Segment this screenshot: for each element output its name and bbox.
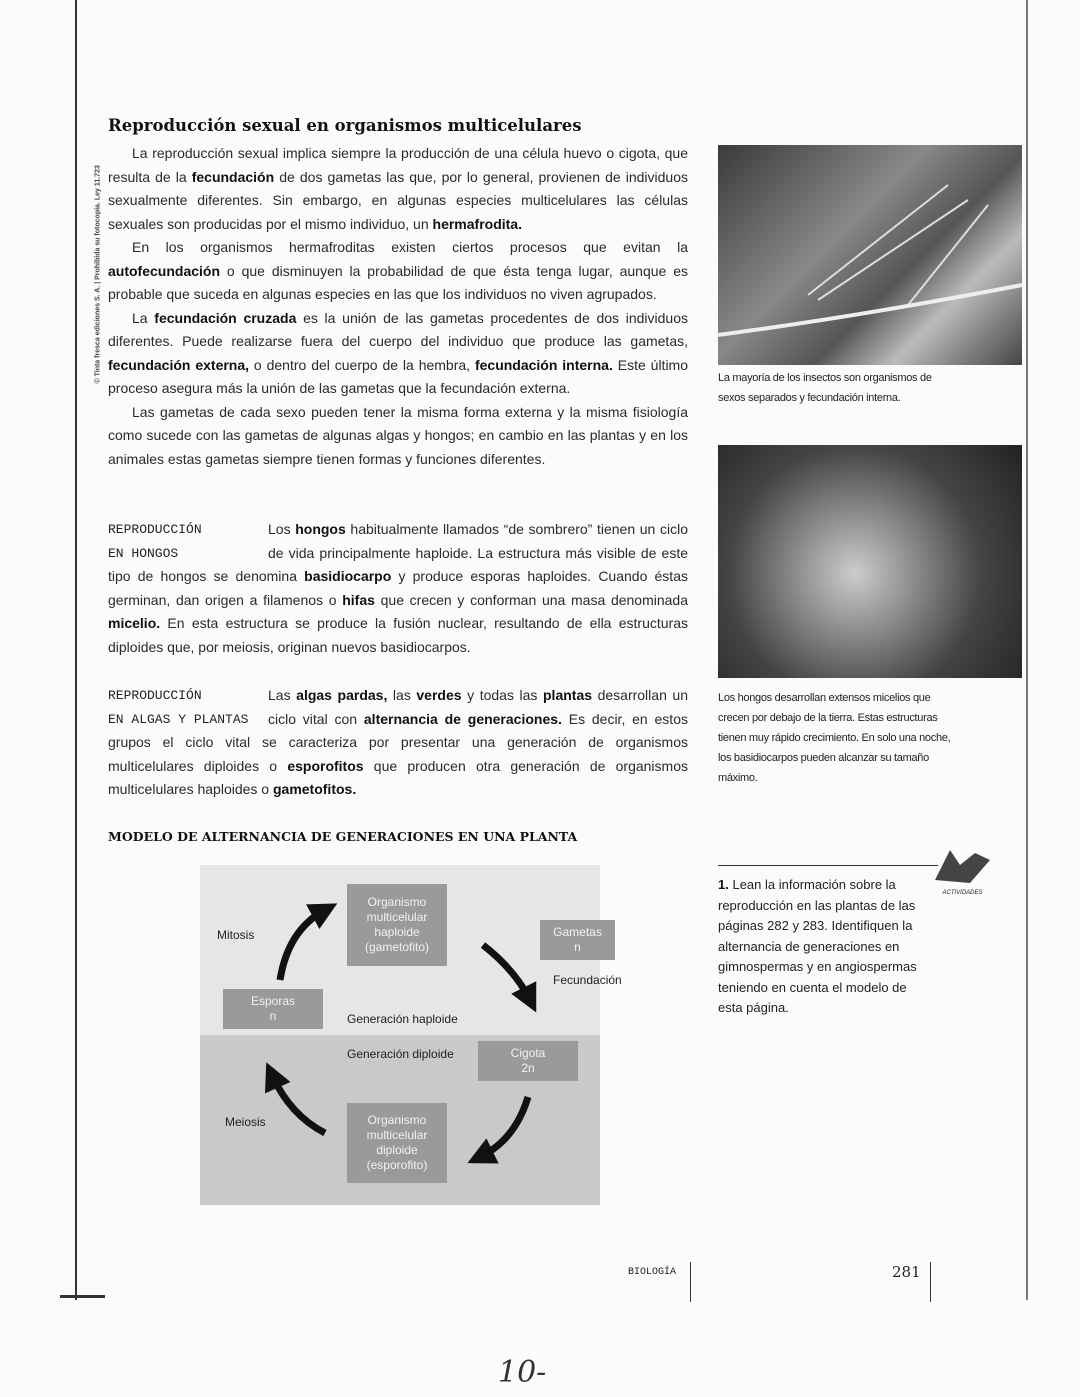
bold-term: basidiocarpo	[304, 568, 392, 584]
text-run: que crecen y conforman una masa denominada	[374, 591, 689, 608]
scan-edge-line-right	[1026, 0, 1028, 1300]
text-run: desarrollan un ciclo vital con	[268, 687, 688, 727]
text-run: o que disminuyen la probabilidad de que ésta tenga lugar, aunque es probable que suceda en algunas especies en las que los individuos no viven agrupados.	[108, 262, 688, 302]
text-run: las	[387, 687, 417, 703]
arrow-fecundacion	[483, 945, 530, 1000]
side-label-line: REPRODUCCIÓN	[108, 688, 202, 703]
hongos-side-label	[108, 518, 268, 565]
page-number: 281	[892, 1263, 921, 1281]
copyright-margin-note: © Tinta fresca ediciones S. A. | Prohibida su fotocopia. Ley 11.723	[94, 165, 102, 384]
side-label-line: EN ALGAS Y PLANTAS	[108, 711, 249, 727]
bold-term: gametofitos.	[272, 781, 357, 797]
activities-badge-icon	[930, 845, 995, 895]
bold-term: algas pardas,	[296, 687, 388, 703]
paragraph	[108, 236, 688, 307]
insects-photo	[718, 145, 1022, 365]
paragraph	[108, 401, 688, 472]
text-run: es la unión de las gametas procedentes de dos individuos diferentes. Puede realizarse fuera del cuerpo del individuo que produce las gametas,	[108, 309, 688, 349]
bold-term: verdes	[416, 687, 462, 703]
alternation-diagram	[200, 865, 622, 1205]
gen-diploide-label: Generación diploide	[347, 1047, 454, 1061]
text-run: habitualmente llamados “de sombrero” tienen un ciclo de vida principalmente haploide. La estructura más visible de este tipo de hongos se denomina	[108, 521, 688, 584]
paragraph	[108, 142, 688, 236]
text-run: La	[132, 309, 155, 326]
bold-term: fecundación interna.	[474, 356, 613, 373]
text-run: La reproducción sexual implica siempre la producción de una célula huevo o cigota, que resulta de la	[108, 145, 688, 185]
algas-section	[108, 684, 688, 802]
text-run: de dos gametas las que, por lo general, provienen de individuos sexualmente diferentes. Sin embargo, en algunas especies multicelulares las células sexuales son producidas por el mismo individuo, un	[108, 168, 688, 232]
text-run: o dentro del cuerpo de la hembra,	[249, 356, 475, 373]
diagram-title: MODELO DE ALTERNANCIA DE GENERACIONES EN UNA PLANTA	[108, 829, 578, 844]
text-run: Las	[268, 687, 297, 703]
footer-subject: BIOLOGÍA	[628, 1267, 677, 1278]
text-run: Este último proceso asegura más la unión de las gametas que la fecundación externa.	[108, 356, 689, 396]
text-run: En los organismos hermafroditas existen ciertos procesos que evitan la	[132, 239, 688, 255]
arrow-mitosis	[280, 910, 325, 980]
text-run: y todas las	[461, 687, 543, 703]
cigota-box: Cigota 2n	[478, 1041, 578, 1081]
scan-edge-line	[75, 0, 77, 1300]
damselfly-illustration	[718, 145, 1022, 365]
cycle-arrows	[200, 865, 600, 1205]
gen-haploide-label: Generación haploide	[347, 1012, 458, 1026]
insects-caption: La mayoría de los insectos son organismos de sexos separados y fecundación interna.	[718, 372, 932, 404]
text-run: Los	[268, 521, 296, 537]
bold-term: hifas	[342, 591, 375, 608]
esporofito-box: Organismo multicelular diploide (esporofito)	[347, 1103, 447, 1183]
footer-divider	[690, 1262, 691, 1302]
bold-term: autofecundación	[108, 262, 221, 279]
gametofito-box: Organismo multicelular haploide (gametofito)	[347, 884, 447, 966]
activity-divider	[718, 865, 938, 866]
section-heading: Reproducción sexual en organismos multicelulares	[108, 116, 582, 135]
activity-text: Lean la información sobre la reproducción en las plantas de las páginas 282 y 283. Identifiquen la alternancia de generaciones en gimnospermas y en angiospermas teniendo en cuenta el modelo de esta página.	[718, 877, 917, 1015]
activity-1	[718, 875, 933, 1019]
side-label-line: EN HONGOS	[108, 545, 179, 561]
paragraph	[108, 307, 688, 401]
text-run: En esta estructura se produce la fusión nuclear, resultando de ella estructuras diploides que, por meiosis, originan nuevos basidiocarpos.	[108, 615, 688, 655]
meiosis-label: Meiosis	[225, 1115, 266, 1129]
hongos-section	[108, 518, 688, 659]
bold-term: fecundación	[191, 168, 275, 185]
mitosis-label: Mitosis	[217, 928, 255, 942]
scan-corner-mark	[60, 1295, 105, 1298]
esporas-box: Esporas n	[223, 989, 323, 1029]
handwritten-note: 10-	[498, 1355, 547, 1390]
activity-number: 1.	[718, 877, 729, 892]
footer-divider	[930, 1262, 931, 1302]
text-run: Es decir, en estos grupos el ciclo vital se caracteriza por presentar una generación de organismos multicelulares diploides o	[108, 710, 688, 774]
intro-text	[108, 142, 688, 471]
text-run: y produce esporas haploides. Cuando éstas germinan, dan origen a filamenos o	[108, 568, 688, 608]
text-run: Las gametas de cada sexo pueden tener la misma forma externa y la misma fisiología como sucede con las gametas de algunas algas y hongos; en cambio en las plantas y en los animales estas gametas siempre tienen formas y funciones diferentes.	[108, 403, 688, 467]
bold-term: plantas	[543, 687, 593, 703]
bold-term: micelio.	[108, 615, 161, 631]
bold-term: fecundación externa,	[108, 356, 250, 373]
mushrooms-caption: Los hongos desarrollan extensos micelios que crecen por debajo de la tierra. Estas estructuras tienen muy rápido crecimiento. En solo una noche, los basidiocarpos pueden alcanzar su tamaño máximo.	[718, 692, 951, 784]
gametas-box: Gametas n	[540, 920, 615, 960]
bold-term: esporofitos	[287, 757, 364, 774]
mushrooms-photo	[718, 445, 1022, 678]
text-run: que producen otra generación de organismos multicelulares haploides o	[108, 757, 688, 797]
arrow-meiosis	[272, 1075, 325, 1133]
bold-term: hongos	[295, 521, 346, 537]
badge-label: ACTIVIDADES	[942, 890, 983, 896]
bold-term: alternancia de generaciones.	[363, 710, 562, 727]
fecundacion-label: Fecundación	[553, 973, 622, 987]
bold-term: fecundación cruzada	[154, 309, 297, 326]
arrow-to-esporofito	[480, 1097, 528, 1157]
bold-term: hermafrodita.	[432, 215, 522, 232]
side-label-line: REPRODUCCIÓN	[108, 522, 202, 537]
algas-side-label	[108, 684, 268, 731]
